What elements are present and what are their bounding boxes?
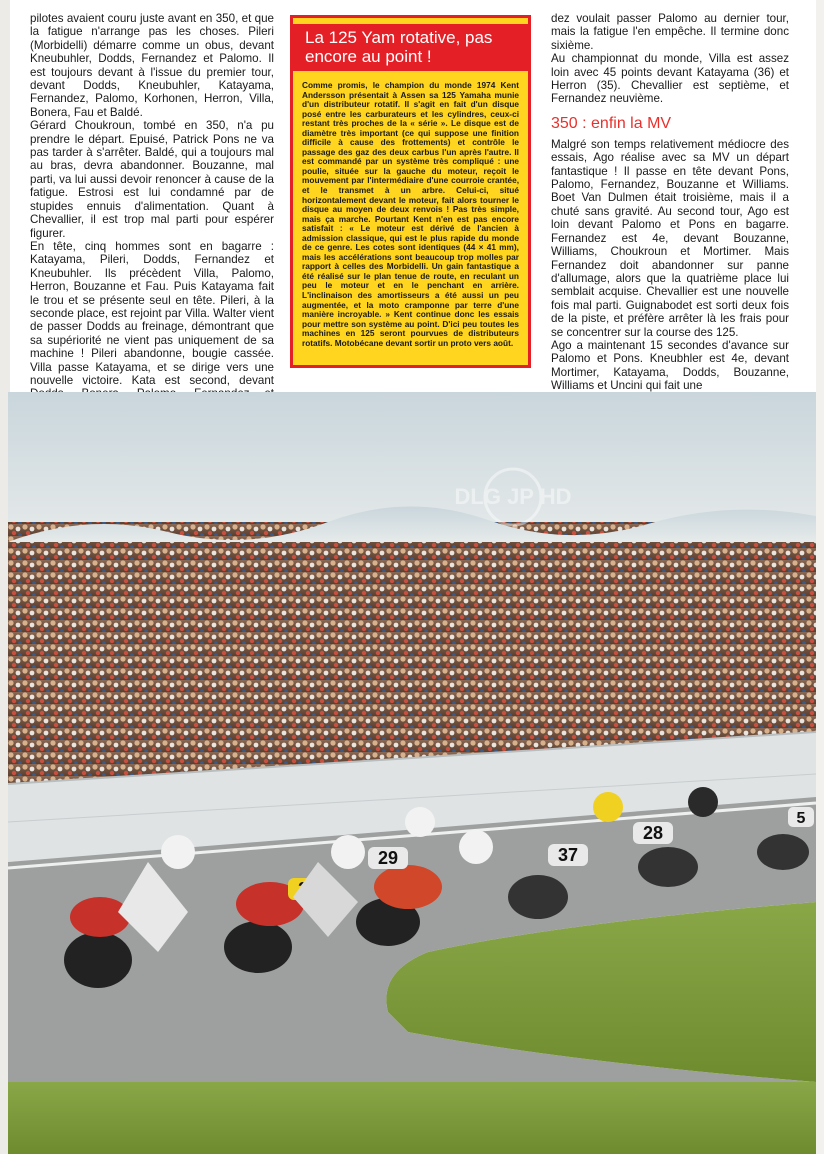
paragraph: pilotes avaient couru juste avant en 350, et que la fatigue n'arrange pas les choses. Pileri (Morbidelli) démarre comme un obus, devant Kneubuhler, Dodds, Fernandez et Palomo. Il est toujours devant à l'issue du premier tour, devant Dodds, Kneubuhler, Katayama, Fernandez, Palomo, Korhonen, Herron, Villa, Bonera, Fau et Baldé. [30,12,274,119]
race-number: 5 [796,810,806,827]
sidebar-box-title: La 125 Yam rotative, pas encore au point ! [293,24,528,71]
paragraph: Ago a maintenant 15 secondes d'avance sur Palomo et Pons. Kneubhler est 4e, devant Mortimer, Katayama, Dodds, Bouzanne, Williams et Uncini qui fait une [551,338,789,393]
paragraph: Gérard Choukroun, tombé en 350, n'a pu prendre le départ. Epuisé, Patrick Pons ne va pas tarder à s'arrêter. Baldé, qui a toujours mal au bras, devra abandonner. Bouzanne, mal parti, va lui aussi devoir renoncer à cause de la fatigue. Estrosi est lui condamné par de stupides ennuis d'alimentation. Quant à Chevallier, il est trop mal parti pour espérer figurer. [30,119,274,240]
grass-foreground [8,1082,816,1154]
race-photo-illustration [8,392,816,1154]
race-number: 37 [557,845,579,865]
article-column-left [30,12,274,414]
article-column-right [551,12,789,393]
race-photo [8,392,816,1154]
paragraph: Malgré son temps relativement médiocre des essais, Ago réalise avec sa MV un départ fantastique ! Il passe en tête devant Pons, Palomo, Fernandez, Bouzanne et Williams. Boet Van Dulmen était troisième, mais il a chuté sans gravité. Au second tour, Ago est loin devant Palomo et Pons en bagarre. Fernandez est 4e, devant Bouzanne, Williams, Choukroun et Mortimer. Mais Fernandez doit abandonner sur panne d'allumage, alors que la quatrième place lui semblait acquise. Chevallier est une nouvelle fois mal parti. Guignabodet est sorti deux fois de la piste, et préfère arrêter là les frais pour se concentrer sur la course des 125. [551,137,789,339]
sidebar-box-body: Comme promis, le champion du monde 1974 Kent Andersson présentait à Assen sa 125 Yamaha munie d'un distributeur rotatif. Il s'agit en fait d'un disque posé entre les carburateurs et les cylindres, ceux-ci restant très proches de la « série ». Le disque est de diamètre très important (ce qui suppose une finition difficile à cause des frottements) et contrôle le passage des gaz des deux carbus l'un après l'autre. Il est commandé par un système très compliqué : une poulie, située sur la gauche du moteur, reçoit le mouvement par l'intermédiaire d'une courroie crantée, et le transmet à un arbre. Celui-ci, situé horizontalement devant le moteur, fait alors tourner le disque au moyen de deux renvois ! Pas très simple, mais ça marche. Pourtant Kent n'en est pas encore satisfait : « Le moteur est dérivé de l'ancien à admission classique, qui est le plus rapide du monde de ce genre. Les cotes sont identiques (44 × 41 mm), mais les accélérations sont beaucoup trop molles par rapport à celles des Morbidelli. Un gain fantastique a été réalisé sur le plan tenue de route, en reculant un peu le moteur et en le penchant en arrière. L'inclinaison des amortisseurs a été aussi un peu augmentée, et la moto cramponne par terre d'une manière incroyable. » Kent continue donc les essais pour mettre son système au point. D'ici peu toutes les machines en 125 seront pourvues de distributeurs rotatifs. Motobécane devant sortir un proto vers août. [302,80,519,348]
watermark-text: DLG JP HD [454,484,572,509]
section-heading: 350 : enfin la MV [551,114,672,132]
race-number: 29 [377,848,399,868]
sidebar-box [290,15,531,368]
paragraph: Au championnat du monde, Villa est assez loin avec 45 points devant Katayama (36) et Herron (35). Chevallier est septième, et Fernandez neuvième. [551,52,789,106]
race-number: 28 [642,823,664,843]
page-edge-right [816,0,824,1154]
paragraph: dez voulait passer Palomo au dernier tour, mais la fatigue l'en empêche. Il termine donc sixième. [551,12,789,52]
paragraph: En tête, cinq hommes sont en bagarre : Katayama, Pileri, Dodds, Fernandez et Kneubuhler. Ils précèdent Villa, Palomo, Herron, Bouzanne et Fau. Puis Katayama fait le trou et se présente seul en tête. Pileri, à la seconde place, est rejoint par Villa. Walter vient de passer Dodds au freinage, démontrant que sa supériorité ne vient pas uniquement de sa machine ! Pileri abandonne, bougie cassée. Villa passe Katayama, et se dirige vers une nouvelle victoire. Kata est second, devant [30,239,274,387]
